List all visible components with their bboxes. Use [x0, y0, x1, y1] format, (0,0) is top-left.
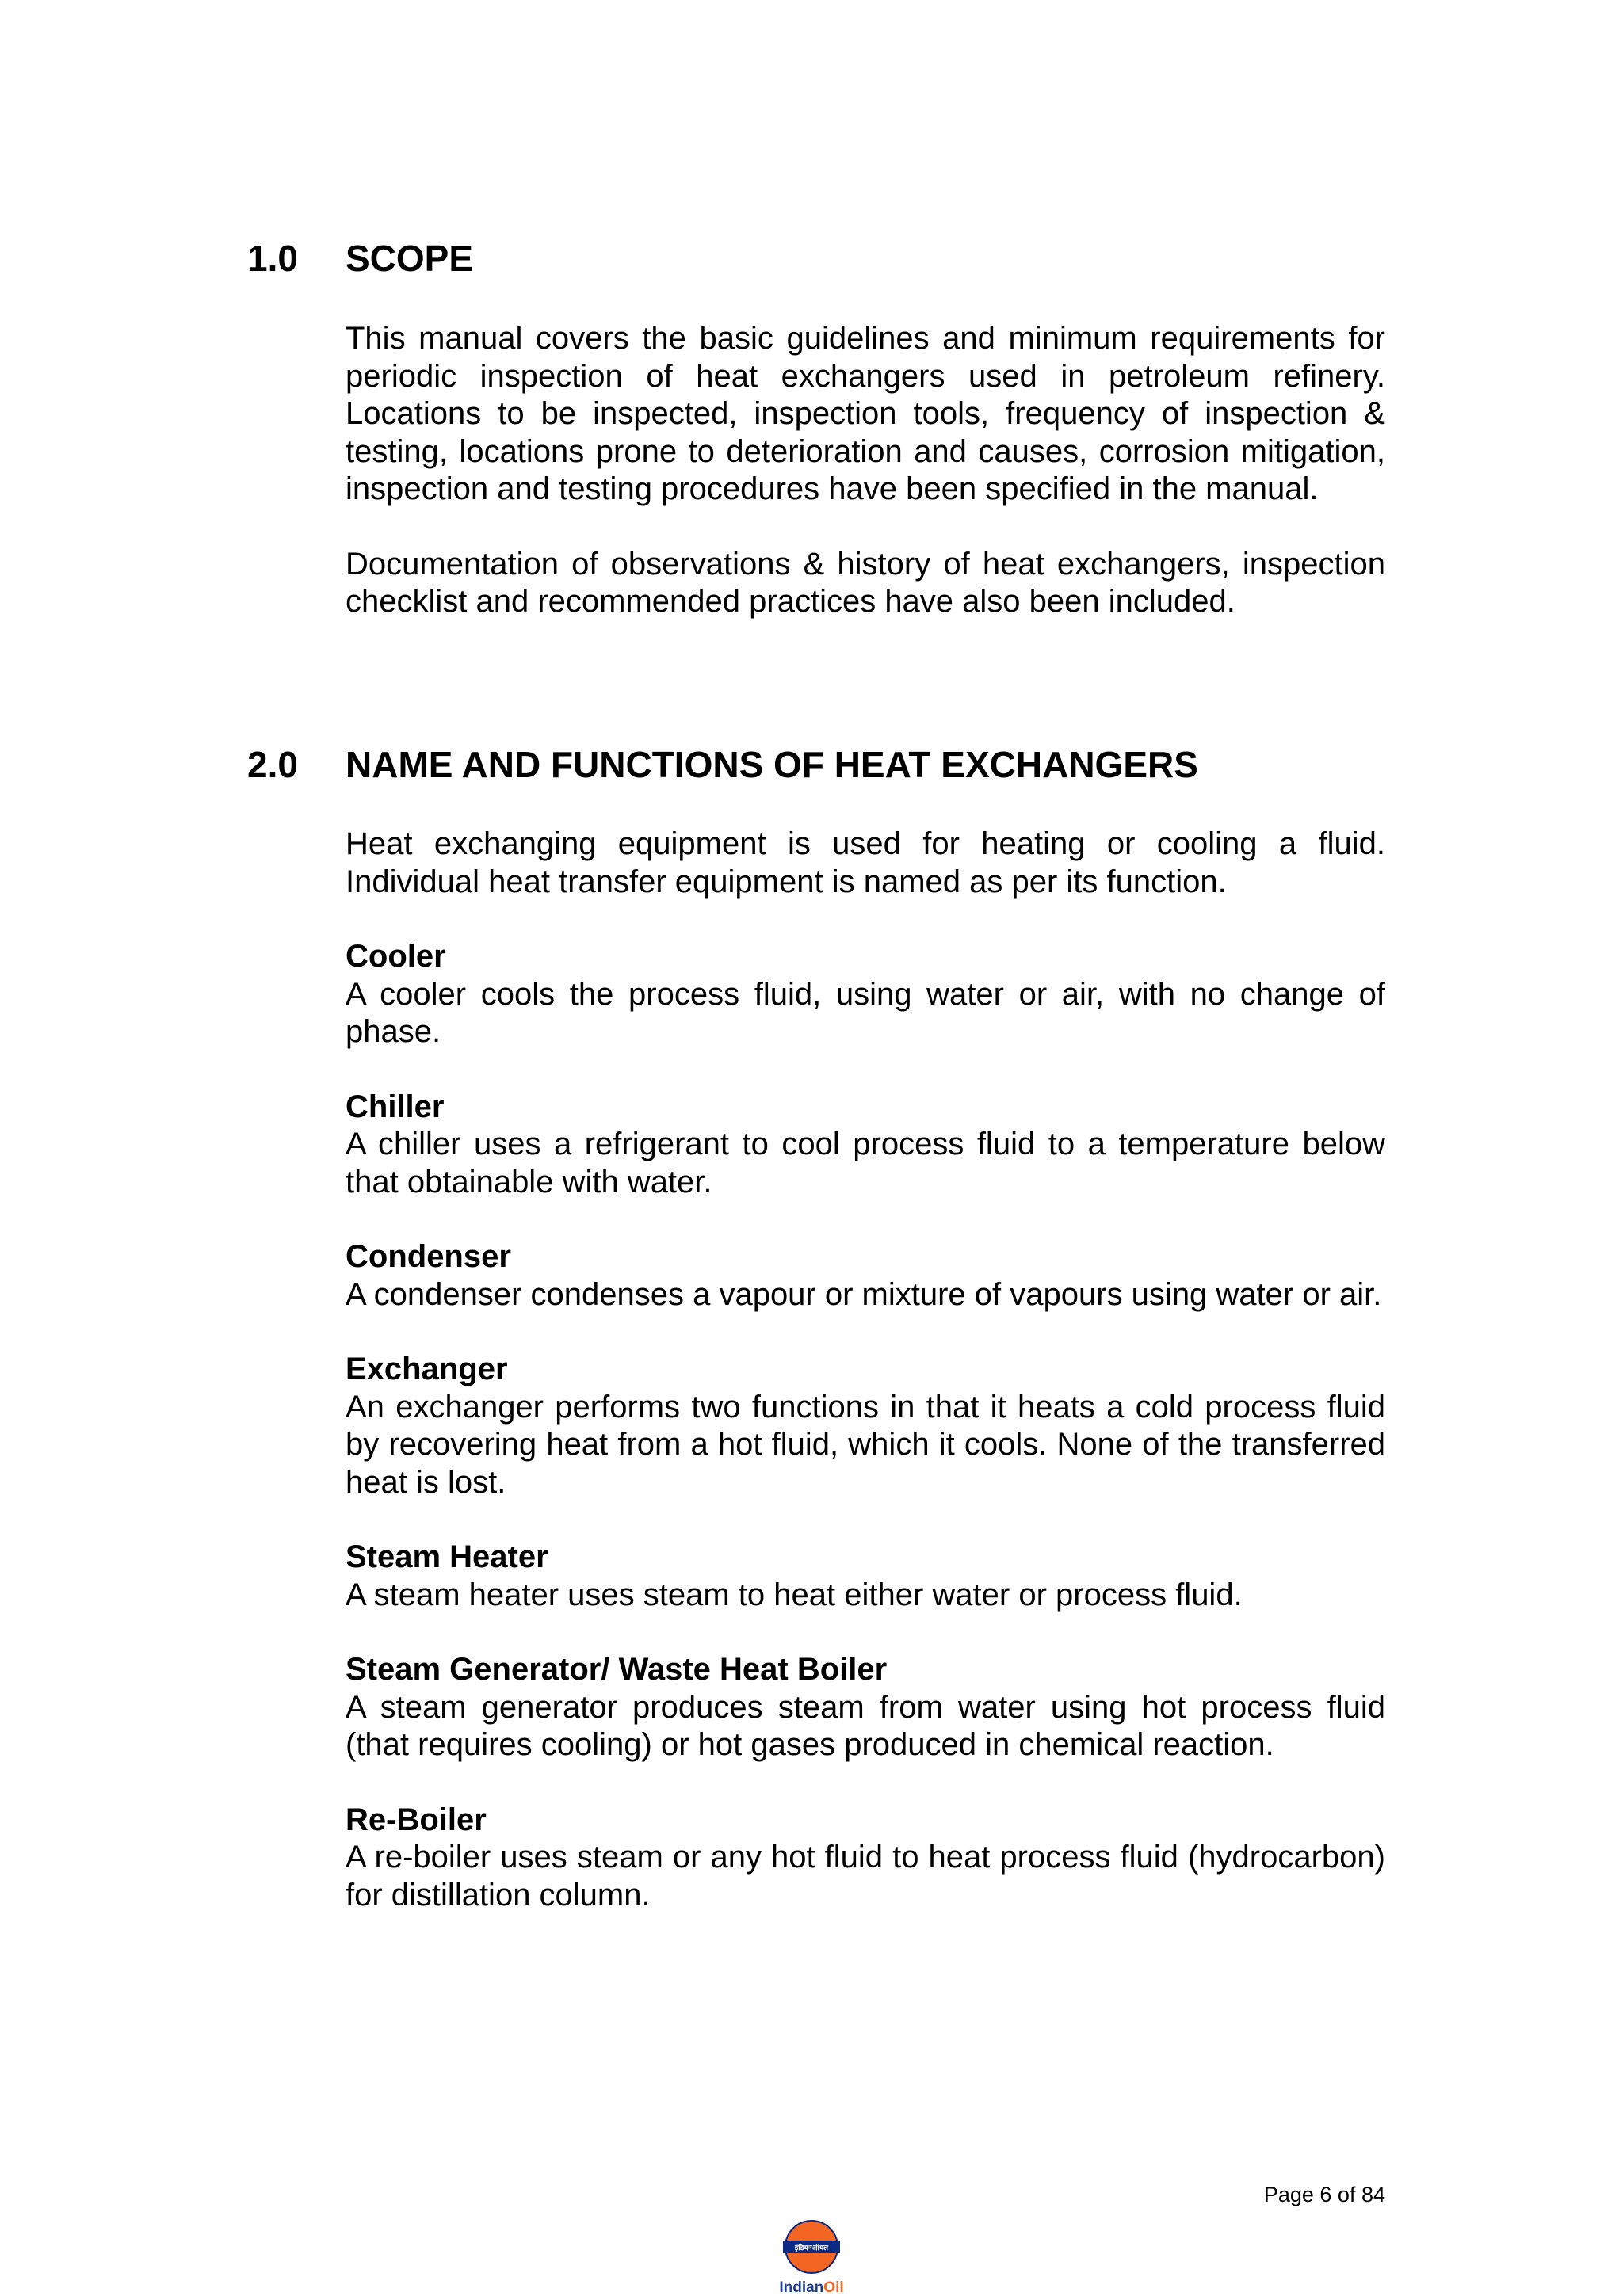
logo-word-indian: Indian — [779, 2279, 824, 2296]
term-chiller: Chiller — [346, 1089, 445, 1124]
section-2-body — [346, 826, 1385, 1914]
description-exchanger: An exchanger performs two functions in that it heats a cold process fluid by recovering heat from a hot fluid, which it cools. None of the transferred heat is lost. — [346, 1389, 1385, 1500]
section-2-number: 2.0 — [247, 744, 298, 785]
section-1-number: 1.0 — [247, 238, 298, 279]
term-re-boiler: Re-Boiler — [346, 1802, 487, 1837]
definition-re-boiler — [346, 1802, 1385, 1915]
section-1-body — [346, 320, 1385, 621]
indianoil-logo — [767, 2214, 856, 2296]
logo-word-oil: Oil — [823, 2279, 844, 2296]
definition-cooler — [346, 938, 1385, 1051]
page-number: Page 6 of 84 — [1263, 2183, 1385, 2206]
description-re-boiler: A re-boiler uses steam or any hot fluid to heat process fluid (hydrocarbon) for distillation column. — [346, 1840, 1385, 1913]
term-exchanger: Exchanger — [346, 1352, 508, 1386]
section-2-title: NAME AND FUNCTIONS OF HEAT EXCHANGERS — [346, 744, 1198, 785]
term-steam-generator: Steam Generator/ Waste Heat Boiler — [346, 1652, 888, 1687]
logo-wordmark — [767, 2280, 856, 2296]
description-chiller: A chiller uses a refrigerant to cool process fluid to a temperature below that obtainable with water. — [346, 1127, 1385, 1199]
section-1-heading — [247, 236, 473, 280]
definition-exchanger — [346, 1351, 1385, 1501]
indianoil-emblem-icon — [767, 2214, 856, 2280]
definition-chiller — [346, 1089, 1385, 1202]
section-2-heading — [247, 742, 1198, 787]
scope-paragraph-1: This manual covers the basic guidelines and minimum requirements for periodic inspection of heat exchangers used in petroleum refinery. Locations to be inspected, inspection tools, frequency of inspection & testing, locations prone to deterioration and causes, corrosion mitigation, inspection and testing procedures have been specified in the manual. — [346, 321, 1385, 506]
logo-emblem-text: इंडियनऑयल — [794, 2245, 829, 2252]
functions-intro: Heat exchanging equipment is used for heating or cooling a fluid. Individual heat transfer equipment is named as per its function. — [346, 826, 1385, 899]
definition-steam-generator — [346, 1651, 1385, 1764]
description-cooler: A cooler cools the process fluid, using water or air, with no change of phase. — [346, 976, 1385, 1049]
section-1-title: SCOPE — [346, 238, 474, 279]
description-steam-generator: A steam generator produces steam from water using hot process fluid (that requires cooling) or hot gases produced in chemical reaction. — [346, 1689, 1385, 1762]
scope-paragraph-2: Documentation of observations & history of heat exchangers, inspection checklist and recommended practices have also been included. — [346, 546, 1385, 619]
definition-steam-heater — [346, 1539, 1385, 1614]
term-condenser: Condenser — [346, 1239, 511, 1274]
definition-condenser — [346, 1238, 1385, 1314]
description-condenser: A condenser condenses a vapour or mixture of vapours using water or air. — [346, 1276, 1382, 1312]
description-steam-heater: A steam heater uses steam to heat either water or process fluid. — [346, 1577, 1243, 1612]
term-cooler: Cooler — [346, 939, 446, 974]
term-steam-heater: Steam Heater — [346, 1539, 548, 1574]
